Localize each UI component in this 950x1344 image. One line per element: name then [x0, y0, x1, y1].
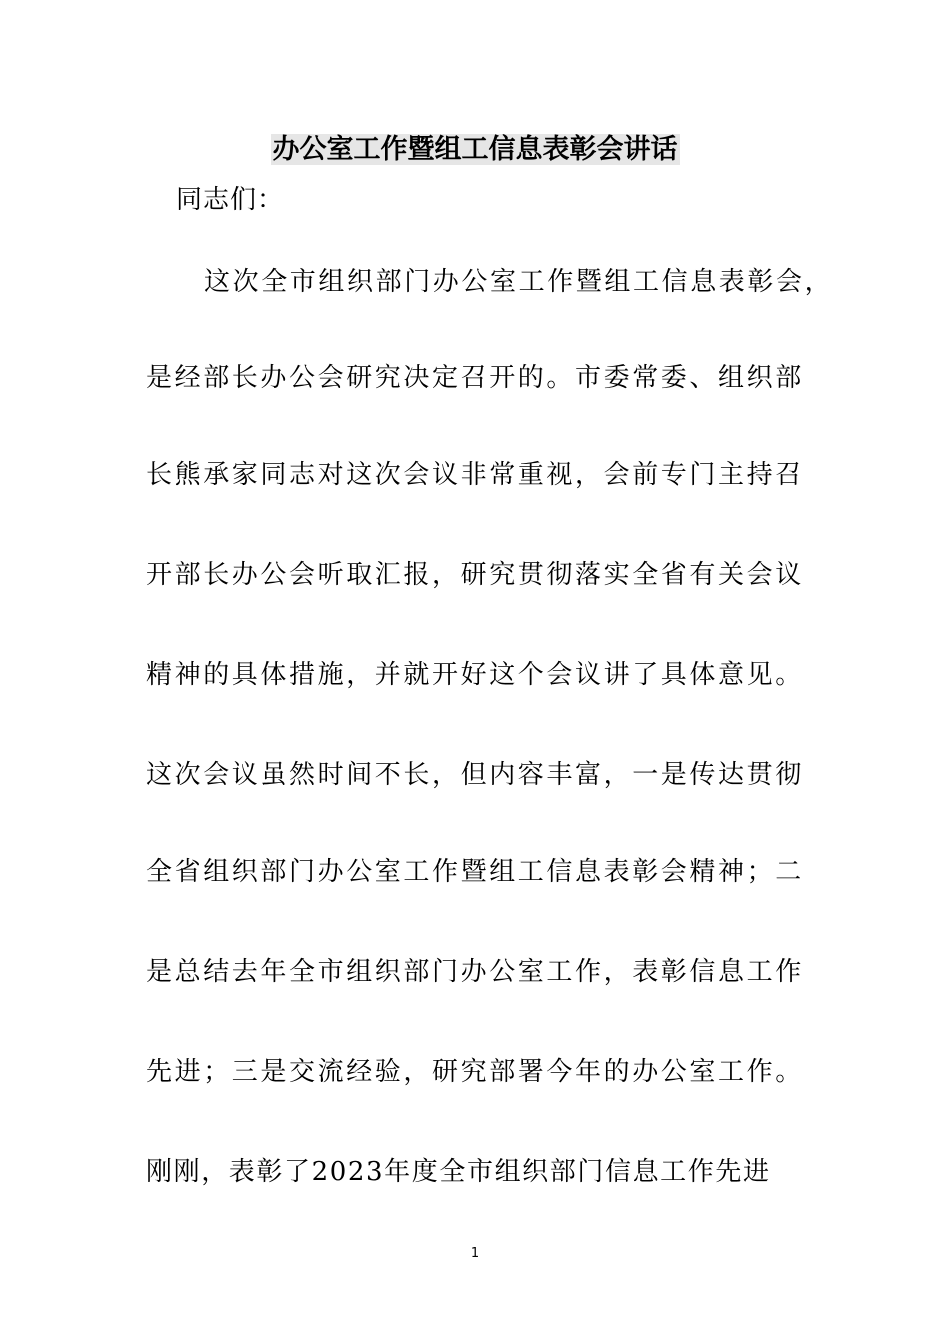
- body-line-4: 开部长办公会听取汇报，研究贯彻落实全省有关会议: [146, 560, 804, 590]
- body-line-9: 先进；三是交流经验，研究部署今年的办公室工作。: [146, 1057, 804, 1087]
- body-line-3: 长熊承家同志对这次会议非常重视，会前专门主持召: [146, 460, 804, 490]
- body-line-2: 是经部长办公会研究决定召开的。市委常委、组织部: [146, 363, 804, 393]
- page-number: 1: [470, 1246, 480, 1261]
- body-line-7: 全省组织部门办公室工作暨组工信息表彰会精神；二: [146, 857, 804, 887]
- body-line-10: 刚刚，表彰了2023年度全市组织部门信息工作先进: [146, 1157, 771, 1187]
- body-line-1: 这次全市组织部门办公室工作暨组工信息表彰会，: [204, 267, 834, 297]
- document-title-text: 办公室工作暨组工信息表彰会讲话: [272, 134, 678, 165]
- salutation: 同志们：: [176, 185, 285, 215]
- document-title: [0, 130, 950, 170]
- body-line-5: 精神的具体措施，并就开好这个会议讲了具体意见。: [146, 660, 804, 690]
- body-line-6: 这次会议虽然时间不长，但内容丰富，一是传达贯彻: [146, 760, 804, 790]
- body-line-8: 是总结去年全市组织部门办公室工作，表彰信息工作: [146, 957, 804, 987]
